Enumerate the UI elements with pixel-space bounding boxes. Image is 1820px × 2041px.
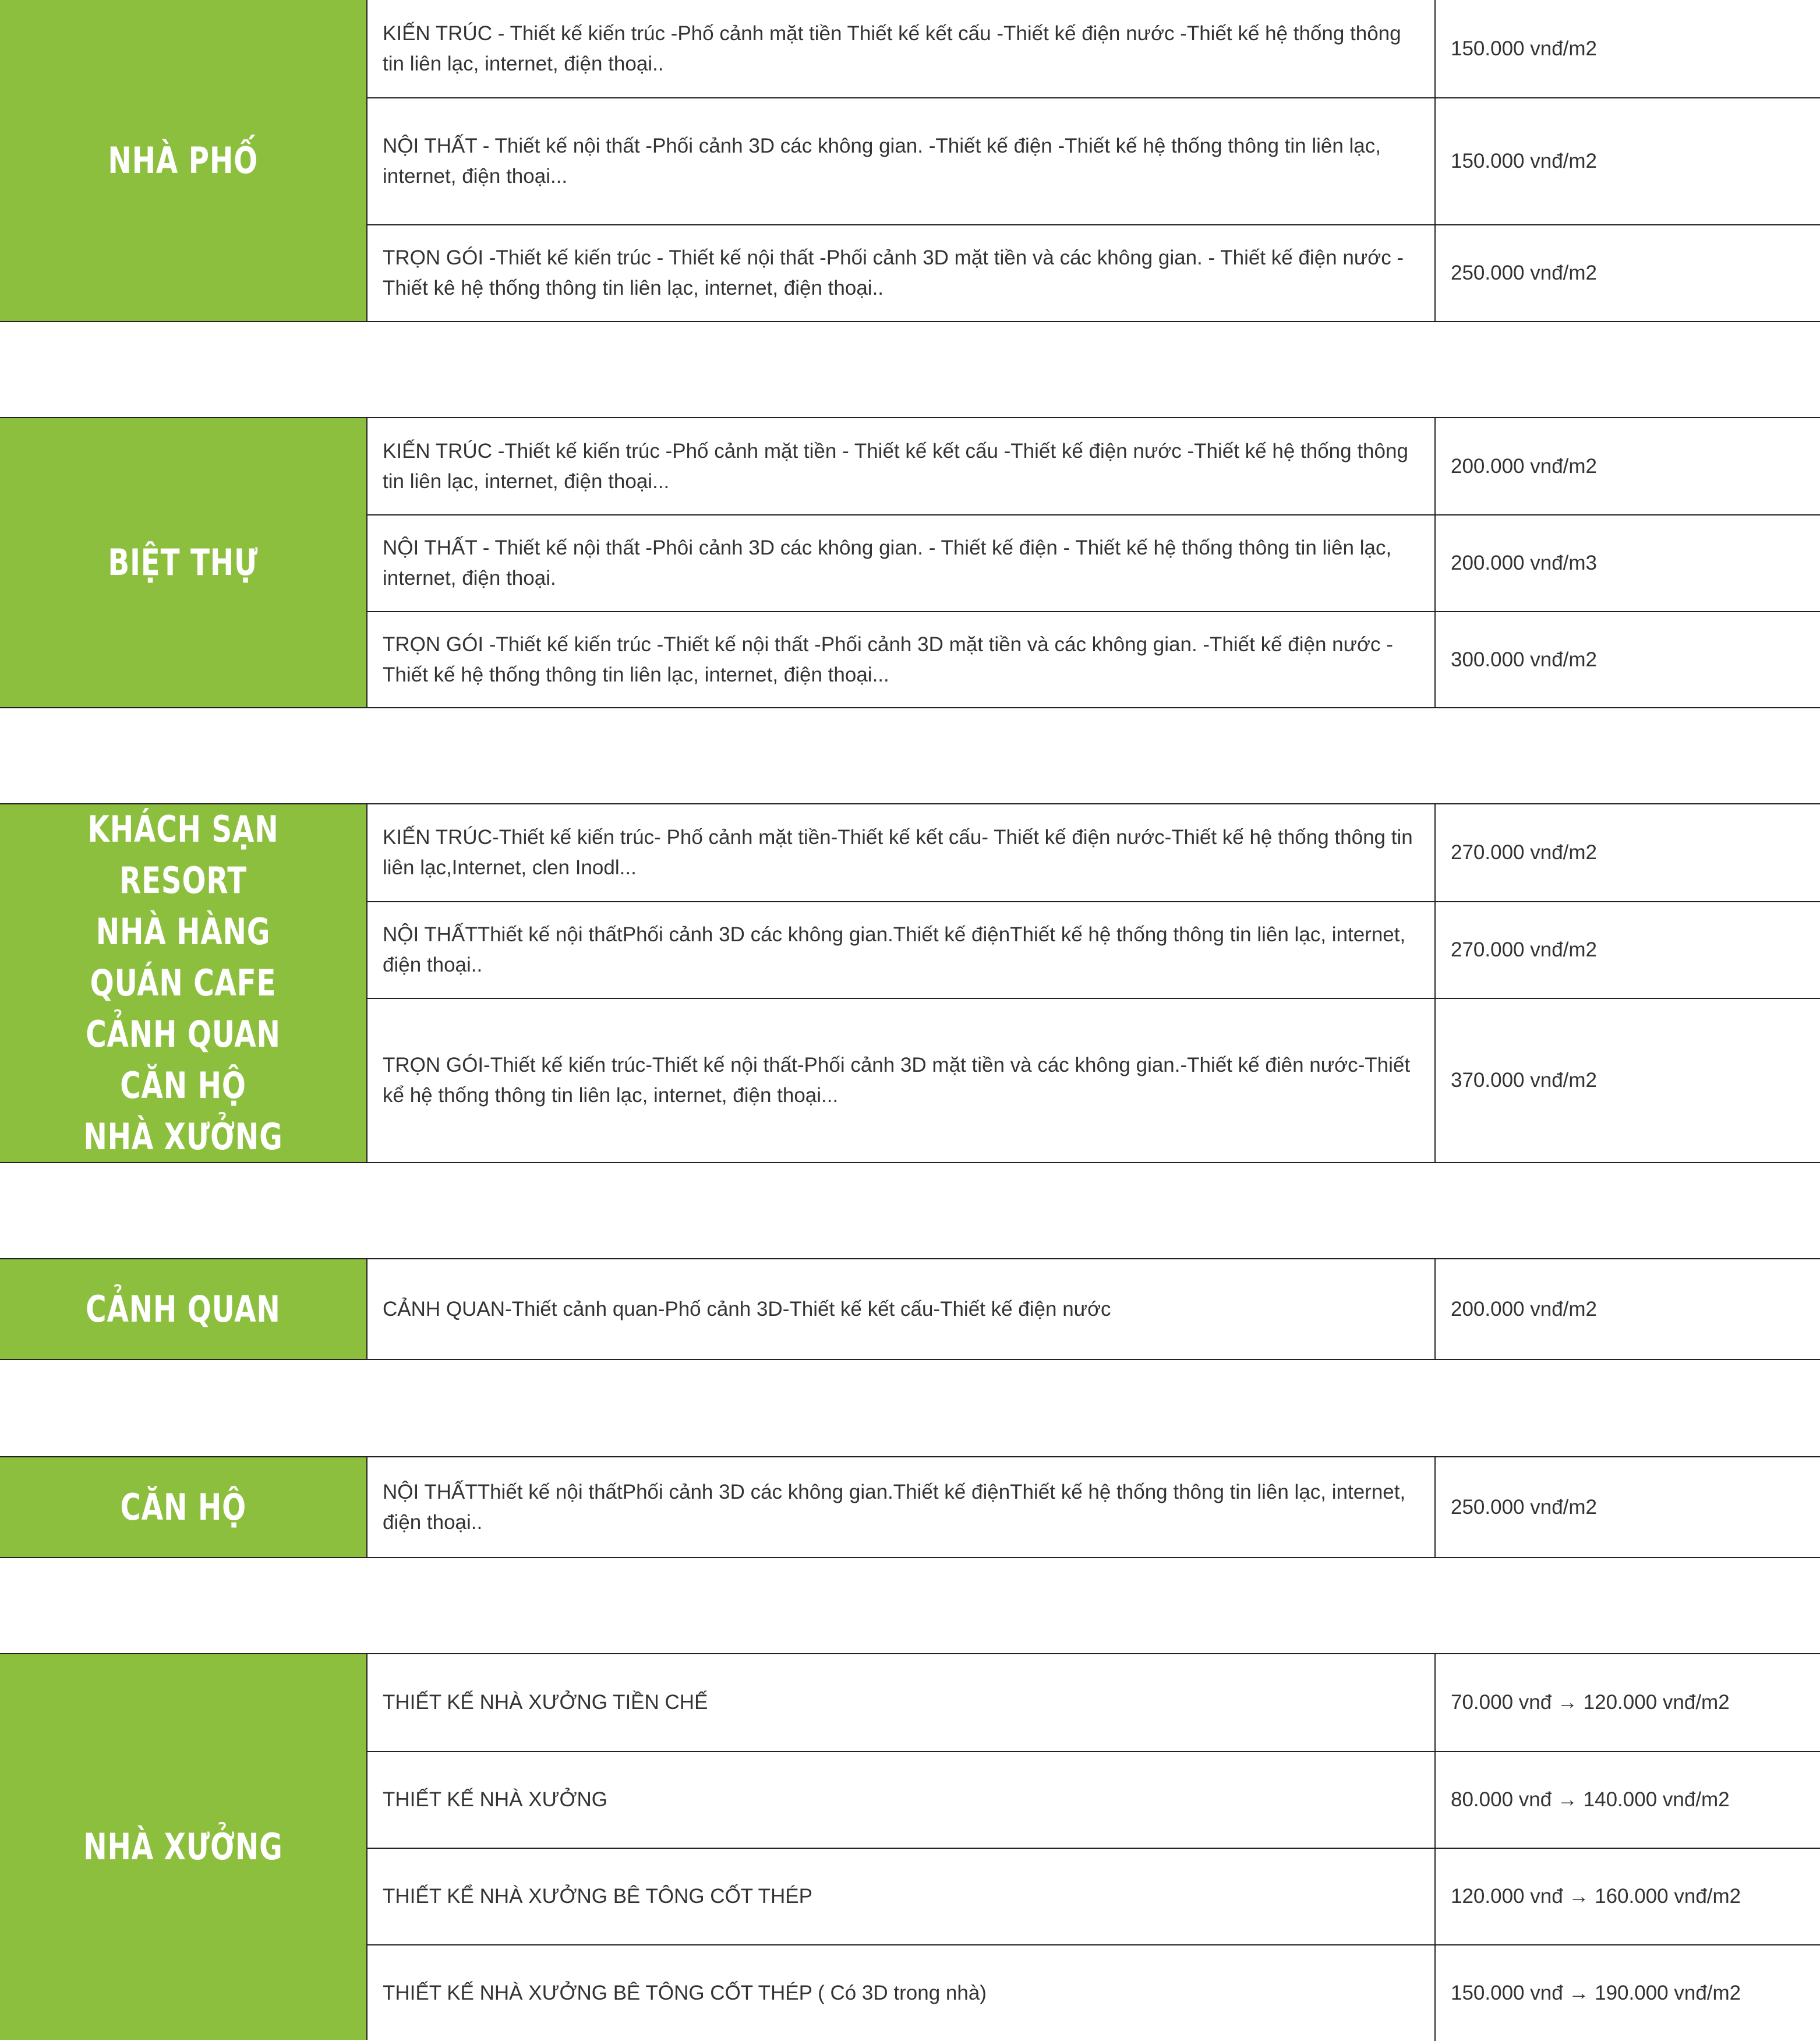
category-line: NHÀ XƯỞNG [83,1115,283,1158]
service-description: KIẾN TRÚC-Thiết kế kiến trúc- Phố cảnh mặt tiền-Thiết kế kết cấu- Thiết kế điện nước-Thiết kế hệ thống thông tin liên lạc,Internet, clen Inodl... [367,804,1436,901]
table-row [367,1457,1820,1557]
service-description: TRỌN GÓI -Thiết kế kiến trúc - Thiết kế nội thất -Phối cảnh 3D mặt tiền và các không gian. - Thiết kế điện nước -Thiết kê hệ thống thông tin liên lạc, internet, điện thoại.. [367,225,1436,321]
table-row [367,97,1820,224]
table-row [367,224,1820,321]
category-label: CĂN HỘ [120,1485,246,1528]
category-line: NHÀ HÀNG [96,910,271,953]
service-price: 250.000 vnđ/m2 [1451,1495,1598,1519]
service-price: 370.000 vnđ/m2 [1451,1069,1598,1092]
table-row [367,514,1820,611]
pricing-section-canh-quan [0,1258,1820,1360]
service-price: 120.000 vnđ → 160.000 vnđ/m2 [1451,1885,1741,1908]
service-description: TRỌN GÓI -Thiết kế kiến trúc -Thiết kế nội thất -Phối cảnh 3D mặt tiền và các không gian. -Thiết kế điện nước - Thiết kế hệ thống thông tin liên lạc, internet, điện thoại... [367,612,1436,707]
table-row [367,1944,1820,2041]
service-description: NỘI THẤT - Thiết kế nội thất -Phôi cảnh 3D các không gian. - Thiết kế điện - Thiết kế hệ thống thông tin liên lạc, internet, điện thoại. [367,515,1436,611]
table-row [367,1848,1820,1944]
service-description: TRỌN GÓI-Thiết kế kiến trúc-Thiết kế nội thất-Phối cảnh 3D mặt tiền và các không gian.-Thiết kế điên nước-Thiết kể hệ thống thông tin liên lạc, internet, điện thoại... [367,999,1436,1162]
service-price: 150.000 vnđ → 190.000 vnđ/m2 [1451,1982,1741,2004]
service-price: 200.000 vnđ/m3 [1451,552,1598,574]
category-label: NHÀ PHỐ [108,139,259,182]
table-row [367,1654,1820,1751]
service-description: THIẾT KẾ NHÀ XƯỞNG [367,1752,1436,1848]
category-cell [0,1259,367,1359]
pricing-section-khach-san-resort [0,803,1820,1163]
category-cell [0,1654,367,2040]
service-price: 300.000 vnđ/m2 [1451,648,1598,671]
service-price: 270.000 vnđ/m2 [1451,841,1598,864]
category-cell [0,1457,367,1557]
table-row [367,804,1820,901]
service-description: THIẾT KẾ NHÀ XƯỞNG TIỀN CHẾ [367,1654,1436,1751]
service-price: 200.000 vnđ/m2 [1451,454,1598,478]
service-price: 200.000 vnđ/m2 [1451,1297,1598,1320]
table-row [367,1751,1820,1848]
table-row [367,418,1820,514]
service-price: 150.000 vnđ/m2 [1451,150,1598,172]
service-price: 80.000 vnđ → 140.000 vnđ/m2 [1451,1788,1730,1811]
category-label: BIỆT THỰ [108,541,259,584]
table-row [367,1259,1820,1359]
category-line: CẢNH QUAN [86,1013,281,1055]
service-description: THIẾT KẾ NHÀ XƯỞNG BÊ TÔNG CỐT THÉP ( Có 3D trong nhà) [367,1945,1436,2041]
service-price: 70.000 vnđ → 120.000 vnđ/m2 [1451,1691,1730,1714]
pricing-section-biet-thu [0,417,1820,708]
category-line: KHÁCH SẠN RESORT [87,808,279,902]
service-price: 250.000 vnđ/m2 [1451,262,1598,284]
service-description: THIẾT KỂ NHÀ XƯỞNG BÊ TÔNG CỐT THÉP [367,1849,1436,1944]
service-description: KIẾN TRÚC -Thiết kế kiến trúc -Phố cảnh mặt tiền - Thiết kế kết cấu -Thiết kế điện nước -Thiết kế hệ thống thông tin liên lạc, internet, điện thoại... [367,418,1436,514]
category-cell [0,804,367,1162]
category-cell [0,418,367,707]
table-row [367,901,1820,998]
category-label: CẢNH QUAN [86,1287,281,1330]
service-description: NỘI THẤTThiết kế nội thấtPhối cảnh 3D các không gian.Thiết kế điệnThiết kế hệ thống thông tin liên lạc, internet, điện thoại.. [367,902,1436,998]
service-description: NỘI THẤTThiết kế nội thấtPhối cảnh 3D các không gian.Thiết kế điệnThiết kế hệ thống thông tin liên lạc, internet, điện thoại.. [367,1457,1436,1557]
service-description: CẢNH QUAN-Thiết cảnh quan-Phố cảnh 3D-Thiết kế kết cấu-Thiết kế điện nước [367,1259,1436,1359]
table-row [367,998,1820,1162]
category-line: CĂN HỘ [120,1064,246,1107]
pricing-section-nha-xuong [0,1653,1820,2040]
table-row [367,0,1820,97]
category-line: QUÁN CAFE [90,962,277,1004]
table-row [367,611,1820,707]
service-description: NỘI THẤT - Thiết kế nội thất -Phối cảnh 3D các không gian. -Thiết kế điện -Thiết kế hệ thống thông tin liên lạc, internet, điện thoại... [367,98,1436,224]
category-label: NHÀ XƯỞNG [83,1825,283,1868]
service-description: KIẾN TRÚC - Thiết kế kiến trúc -Phố cảnh mặt tiền Thiết kế kết cấu -Thiết kế điện nước -Thiết kế hệ thống thông tin liên lạc, internet, điện thoại.. [367,0,1436,97]
pricing-section-nha-pho [0,0,1820,322]
category-label-multiline [40,804,326,1163]
service-price: 270.000 vnđ/m2 [1451,938,1598,961]
category-cell [0,0,367,321]
pricing-section-can-ho [0,1456,1820,1558]
service-price: 150.000 vnđ/m2 [1451,37,1598,60]
